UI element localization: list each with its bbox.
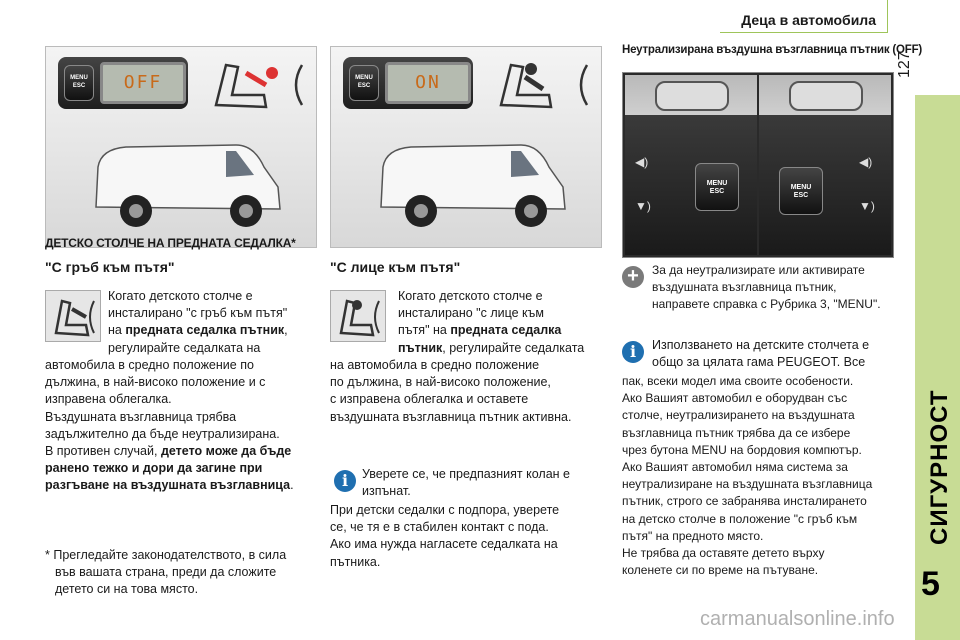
plus-icon: + [622, 266, 644, 288]
menu-esc-button: MENU ESC [779, 167, 823, 215]
text-line: направете справка с Рубрика 3, "MENU". [652, 297, 881, 312]
airbag-off-title: Неутрализирана въздушна възглавница пътник (OFF) [622, 44, 923, 56]
child-seat-forward-facing-icon [491, 55, 601, 115]
text-line: на детско столче в положение "с гръб към [622, 511, 858, 526]
text-line: При детски седалки с подпора, уверете [330, 503, 560, 517]
text-line [398, 340, 584, 357]
dashboard-photo-right [759, 75, 891, 255]
text-run: пътя" на [398, 323, 451, 338]
text-line: възглавница пътник трябва да се избере [622, 425, 851, 440]
text-line: инсталирано "с лице към [398, 306, 544, 321]
text-line: общо за цялата гама PEUGEOT. Все [652, 355, 866, 370]
text-line: с изправена облегалка и оставете [330, 392, 529, 407]
bold-text: разгъване на въздушната възглавница [45, 478, 291, 493]
forward-facing-seat-icon [330, 290, 386, 342]
text-line: За да неутрализирате или активирате [652, 263, 865, 277]
text-line: Ако Вашият автомобил е оборудван със [622, 391, 848, 406]
text-line [45, 443, 294, 460]
col3-info-full [622, 373, 872, 579]
menu-esc-button: MENU ESC [64, 65, 94, 101]
info-icon: i [622, 341, 644, 363]
bold-text: предната седалка пътник [125, 323, 285, 338]
airbag-status-light [789, 81, 863, 111]
text-line: пътника. [330, 554, 381, 569]
text-line: във вашата страна, преди да сложите [55, 565, 277, 580]
bold-text: предната седалка [450, 323, 562, 338]
child-seat-rear-facing-icon [206, 55, 316, 115]
col3-note [652, 262, 881, 314]
text-line: се, че тя е в стабилен контакт с пода. [330, 520, 549, 535]
van-illustration [371, 127, 571, 237]
text-line: Уверете се, че предпазният колан е [362, 467, 570, 481]
text-line: Използването на детските столчета е [652, 338, 870, 352]
text-line: пътя" на предното място. [622, 528, 764, 543]
chapter-title: СИГУРНОСТ [926, 389, 953, 545]
text-line: * Прегледайте законодателството, в сила [45, 548, 287, 562]
text-run: на [108, 323, 126, 338]
text-run: , регулирайте седалката [442, 340, 585, 355]
speaker-up-icon: ◀) [859, 155, 873, 169]
text-line: неутрализиране на въздушната възглавница [622, 477, 873, 492]
footnote [45, 547, 286, 599]
text-line: Когато детското столче е [108, 289, 253, 303]
text-line: Въздушната възглавница трябва [45, 409, 237, 424]
col2-para-wrapped [398, 288, 584, 357]
text-line: Не трябва да оставяте детето върху [622, 546, 825, 561]
speaker-up-icon: ◀) [635, 155, 649, 169]
watermark: carmanualsonline.info [700, 608, 895, 630]
text-line: коленете си по време на пътуване. [622, 563, 819, 578]
text-line: детето си на това място. [55, 582, 199, 597]
text-line: въздушната възглавница пътник активна. [330, 409, 572, 424]
text-line: на автомобила в средно положение [330, 358, 540, 372]
van-illustration [86, 127, 286, 237]
bold-text: пътник [398, 340, 443, 355]
text-line: Ако Вашият автомобил няма система за [622, 460, 848, 475]
page-number: 127 [896, 51, 913, 78]
text-line: автомобила в средно положение по [45, 358, 254, 372]
text-line: пак, всеки модел има своите особености. [622, 374, 854, 388]
running-header: Деца в автомобила [741, 12, 876, 28]
text-line: инсталирано "с гръб към пътя" [108, 306, 288, 321]
col2-para-full [330, 357, 571, 426]
text-line: изпънат. [362, 484, 411, 499]
menu-esc-button: MENU ESC [695, 163, 739, 211]
text-line: Когато детското столче е [398, 289, 543, 303]
text-line: изправена облегалка. [45, 392, 172, 407]
text-line: чрез бутона MENU на бордовия компютър. [622, 442, 862, 457]
rear-facing-seat-icon [45, 290, 101, 342]
menu-esc-button: MENU ESC [349, 65, 379, 101]
dashboard-photo-left [625, 75, 757, 255]
text-line: столче, неутрализирането на въздушната [622, 408, 855, 423]
text-line: Ако има нужда нагласете седалката на [330, 537, 558, 552]
text-line: регулирайте седалката на [108, 340, 261, 355]
figure-dashboard-photos [622, 72, 894, 258]
chapter-number: 5 [921, 565, 940, 603]
col1-para-wrapped [108, 288, 288, 357]
figure-airbag-on [330, 46, 602, 248]
col2-info-wrapped [362, 466, 570, 500]
bold-text: детето може да бъде [160, 444, 292, 459]
text-line [398, 322, 584, 339]
section-title: ДЕТСКО СТОЛЧЕ НА ПРЕДНАТА СЕДАЛКА* [45, 236, 296, 250]
forward-facing-heading: "С лице към пътя" [330, 259, 461, 275]
text-line [45, 460, 294, 477]
text-line: задължително да бъде неутрализирана. [45, 426, 280, 441]
text-run: . [290, 478, 294, 493]
info-icon: i [334, 470, 356, 492]
dashboard-panel [58, 57, 188, 109]
rear-facing-heading: "С гръб към пътя" [45, 259, 175, 275]
header-rule-vertical [887, 0, 888, 33]
text-line: пътник, строго се забранява инсталирането [622, 494, 867, 509]
text-line [108, 322, 288, 339]
text-run: , [284, 323, 288, 338]
text-run: В противен случай, [45, 444, 161, 459]
airbag-status-light [655, 81, 729, 111]
airbag-display: OFF [100, 62, 186, 104]
col3-info-wrapped [652, 337, 869, 371]
header-rule [720, 32, 888, 33]
dashboard-panel [343, 57, 473, 109]
col1-para-full [45, 357, 294, 495]
col2-info-full [330, 502, 559, 571]
chapter-sidebar [915, 95, 960, 640]
airbag-display: ON [385, 62, 471, 104]
text-line: въздушната възглавница пътник, [652, 280, 837, 295]
speaker-down-icon: ▼) [859, 199, 875, 213]
text-line: дължина, в най-високо положение и с [45, 375, 266, 390]
speaker-down-icon: ▼) [635, 199, 651, 213]
figure-airbag-off [45, 46, 317, 248]
text-line [45, 477, 294, 494]
bold-text: ранено тежко и дори да загине при [45, 461, 263, 476]
text-line: по дължина, в най-високо положение, [330, 375, 551, 390]
